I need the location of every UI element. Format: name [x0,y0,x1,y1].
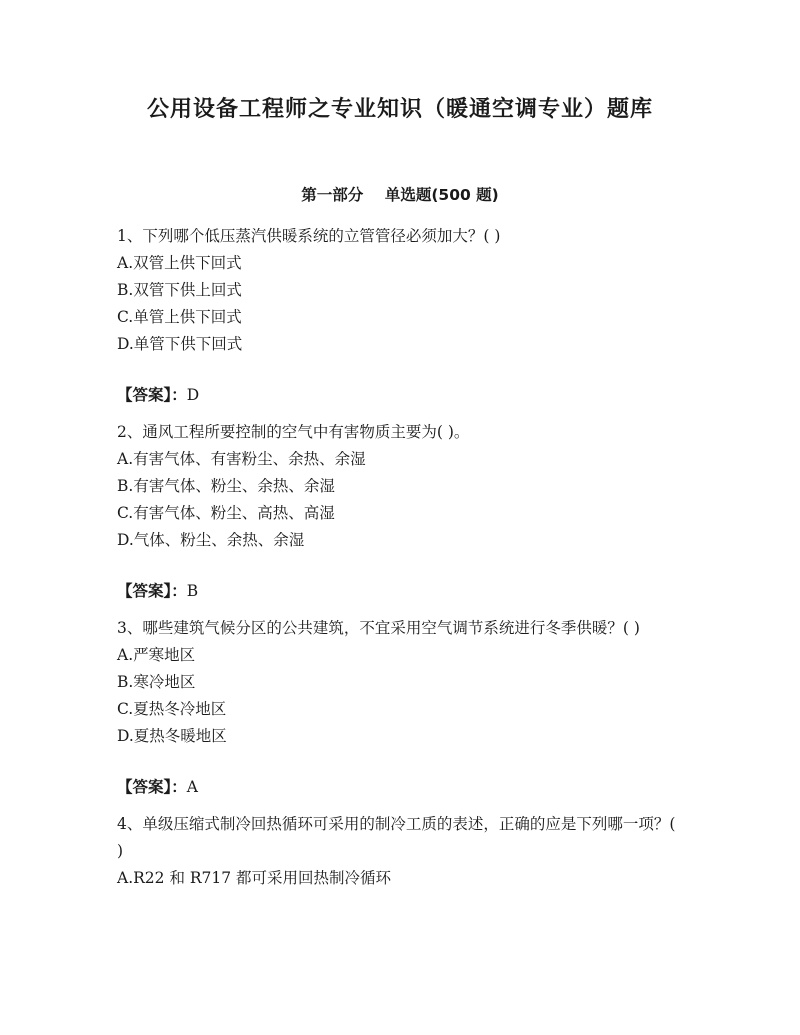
answer-label: 【答案】： [117,386,187,404]
answer-value: D [186,386,200,404]
question-stem: 3、哪些建筑气候分区的公共建筑，不宜采用空气调节系统进行冬季供暖？( ) [117,619,640,637]
answer-line [117,774,685,801]
option-d: D.气体、粉尘、余热、余湿 [117,531,305,549]
option-d: D.夏热冬暖地区 [117,727,227,745]
option-b: B.寒冷地区 [117,673,196,691]
option-c: C.夏热冬冷地区 [117,700,227,718]
answer-value: B [186,582,199,600]
option-a: A.严寒地区 [117,646,196,664]
section-title: 第一部分 单选题(500 题) [301,186,499,204]
answer-line [117,578,685,605]
answer-label: 【答案】： [117,778,187,796]
question-3 [117,615,685,801]
answer-line [117,382,685,409]
document-title: 公用设备工程师之专业知识（暖通空调专业）题库 [146,97,653,122]
option-b: B.双管下供上回式 [117,281,242,299]
option-a: A.R22 和 R717 都可采用回热制冷循环 [117,869,392,887]
answer-label: 【答案】： [117,582,187,600]
question-4 [117,811,685,892]
question-stem: 1、下列哪个低压蒸汽供暖系统的立管管径必须加大？( ) [117,227,501,245]
question-stem: 4、单级压缩式制冷回热循环可采用的制冷工质的表述，正确的应是下列哪一项？( ) [117,815,676,860]
question-list [117,223,685,892]
option-c: C.单管上供下回式 [117,308,242,326]
option-d: D.单管下供下回式 [117,335,243,353]
question-stem: 2、通风工程所要控制的空气中有害物质主要为( )。 [117,423,470,441]
option-a: A.有害气体、有害粉尘、余热、余湿 [117,450,366,468]
option-b: B.有害气体、粉尘、余热、余湿 [117,477,335,495]
question-1 [117,223,685,409]
answer-value: A [186,778,198,796]
question-2 [117,419,685,605]
option-a: A.双管上供下回式 [117,254,242,272]
option-c: C.有害气体、粉尘、高热、高湿 [117,504,335,522]
